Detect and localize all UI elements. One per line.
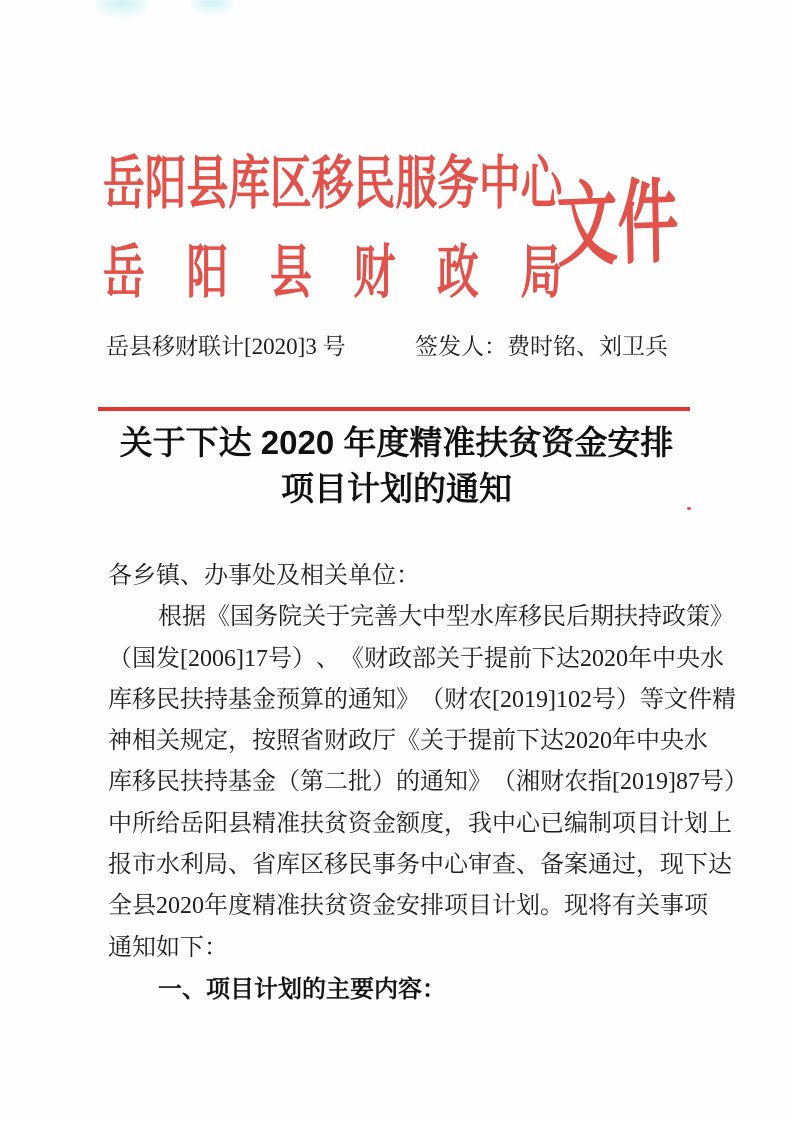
- paragraph-line: 中 所 给 岳 阳 县 精 准 扶 贫 资 金 额 度 ， 我 中 心 已 编 制 项 目 计 划 上: [108, 810, 732, 837]
- title-line-2: 项目计划的通知: [281, 470, 512, 507]
- section-heading: 一、项目计划的主要内容：: [158, 975, 446, 1003]
- paragraph-line: 库 移 民 扶 持 基 金 （ 第 二 批 ） 的 通 知 》 （ 湘 财 农 指 [ 2 0 1 9 ] 8 7 号 ）: [108, 769, 748, 796]
- scan-artifact-smudge: [97, 0, 147, 20]
- paragraph-line: 库 移 民 扶 持 基 金 预 算 的 通 知 》 （ 财 农 [ 2 0 1 9 ] 1 0 2 号 ） 等 文 件 精: [108, 686, 736, 713]
- document-body: [108, 556, 748, 1010]
- paragraph-line: 神 相 关 规 定 ， 按 照 省 财 政 厅 《 关 于 提 前 下 达 2 0 2 0 年 中 央 水: [108, 728, 708, 755]
- document-number: 岳县移财联计[2020]3 号: [106, 334, 346, 359]
- paragraph-line: 全 县 2 0 2 0 年 度 精 准 扶 贫 资 金 安 排 项 目 计 划 。 现 将 有 关 事 项: [108, 893, 708, 920]
- org-name-secondary: 岳 阳 县 财 政 局: [103, 238, 563, 306]
- issuing-organizations: [103, 149, 563, 306]
- paragraph-line: 通知如下：: [108, 934, 228, 961]
- paragraph-line: 报 市 水 利 局 、 省 库 区 移 民 事 务 中 心 审 查 、 备 案 通 过 ， 现 下 达: [108, 852, 732, 879]
- document-type-label: 文件: [555, 167, 680, 280]
- signer-line: 签发人：费时铭、刘卫兵: [415, 334, 668, 359]
- salutation: 各乡镇、办事处及相关单位：: [108, 563, 420, 589]
- paragraph-line: 根据《国务院关于完善大中型水库移民后期扶持政策》: [158, 604, 734, 631]
- red-separator-line: [98, 407, 690, 411]
- scan-artifact-smudge: [191, 0, 233, 16]
- title-line-1: 关于下达 2020 年度精准扶贫资金安排: [119, 424, 674, 461]
- reference-row: [106, 333, 668, 361]
- org-name-primary: 岳阳县库区移民服务中心: [103, 149, 563, 217]
- document-title: [0, 420, 793, 512]
- paragraph-line: （ 国 发 [ 2 0 0 6 ] 1 7 号 ） 、 《 财 政 部 关 于 提 前 下 达 2 0 2 0 年 中 央 水: [108, 645, 724, 672]
